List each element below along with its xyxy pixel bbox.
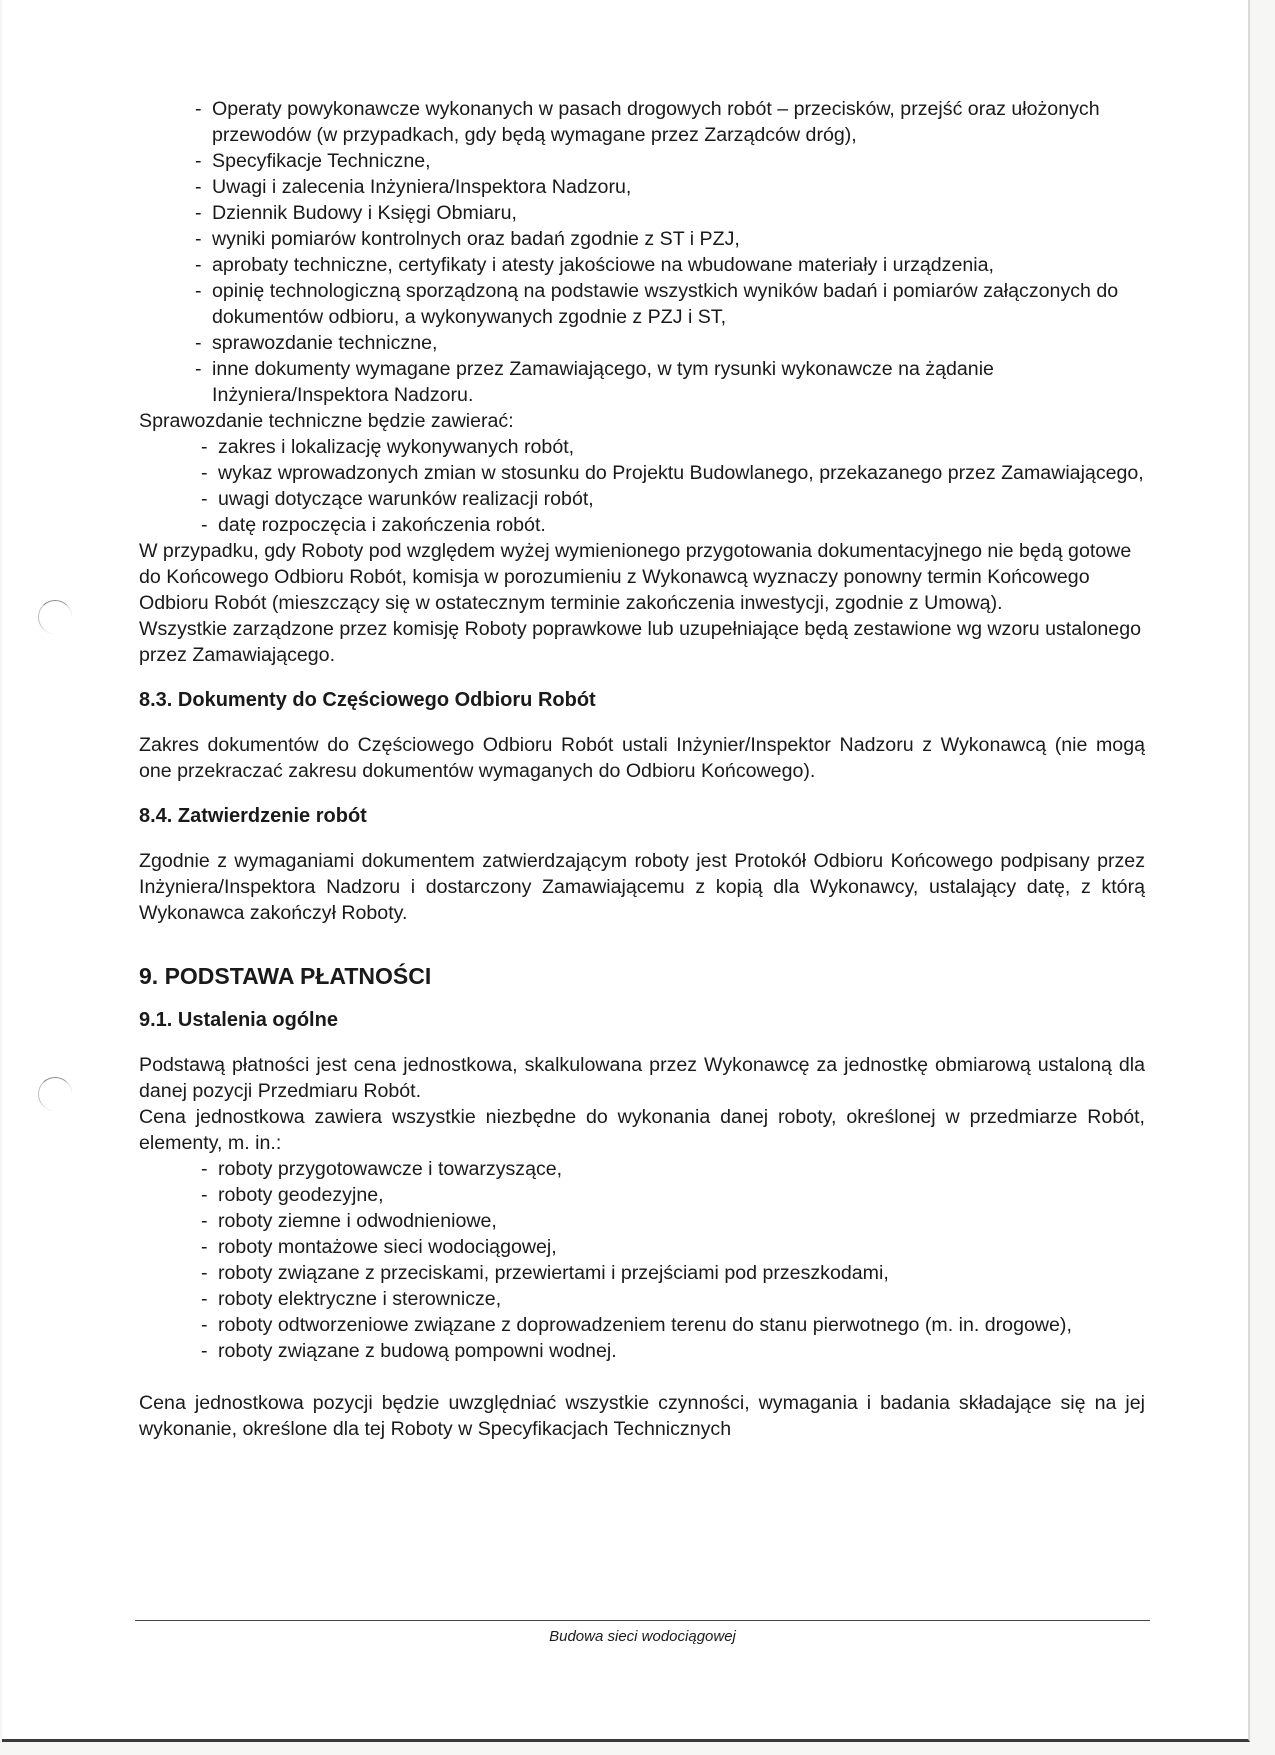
document-page	[2, 0, 1250, 1742]
punch-hole-mark	[38, 600, 72, 634]
list-item: - roboty związane z budową pompowni wodnej.	[201, 1338, 1145, 1364]
paragraph-8-3: Zakres dokumentów do Częściowego Odbioru Robót ustali Inżynier/Inspektor Nadzoru z Wykonawcą (nie mogą one przekraczać zakresu dokumentów wymaganych do Odbioru Końcowego).	[139, 734, 1145, 782]
report-intro: Sprawozdanie techniczne będzie zawierać:	[139, 410, 514, 432]
paragraph-9-1a: Podstawą płatności jest cena jednostkowa, skalkulowana przez Wykonawcę za jednostkę obmiarową ustaloną dla danej pozycji Przedmiaru Robót.	[139, 1054, 1145, 1102]
list-item: - roboty elektryczne i sterownicze,	[201, 1286, 1145, 1312]
list-item: - roboty montażowe sieci wodociągowej,	[201, 1234, 1145, 1260]
list-item: - Dziennik Budowy i Księgi Obmiaru,	[195, 200, 1145, 226]
paragraph-9-1b: Cena jednostkowa zawiera wszystkie niezbędne do wykonania danej roboty, określonej w przedmiarze Robót, elementy, m. in.:	[139, 1106, 1145, 1154]
footer-rule	[135, 1620, 1150, 1621]
heading-8-4: 8.4. Zatwierdzenie robót	[139, 805, 367, 827]
punch-hole-mark	[38, 1077, 72, 1111]
heading-9: 9. PODSTAWA PŁATNOŚCI	[139, 963, 432, 989]
list-item: - datę rozpoczęcia i zakończenia robót.	[201, 512, 1145, 538]
list-item: - roboty związane z przeciskami, przewiertami i przejściami pod przeszkodami,	[201, 1260, 1145, 1286]
paragraph-price: Cena jednostkowa pozycji będzie uwzględniać wszystkie czynności, wymagania i badania składające się na jej wykonanie, określone dla tej Roboty w Specyfikacjach Technicznych	[139, 1392, 1145, 1440]
list-item: - wykaz wprowadzonych zmian w stosunku do Projektu Budowlanego, przekazanego przez Zamawiającego,	[201, 460, 1145, 486]
list-item: - uwagi dotyczące warunków realizacji robót,	[201, 486, 1145, 512]
list-item: - Specyfikacje Techniczne,	[195, 148, 1145, 174]
list-item: - aprobaty techniczne, certyfikaty i atesty jakościowe na wbudowane materiały i urządzenia,	[195, 252, 1145, 278]
list-item: - wyniki pomiarów kontrolnych oraz badań zgodnie z ST i PZJ,	[195, 226, 1145, 252]
list-item: - roboty geodezyjne,	[201, 1182, 1145, 1208]
cost-items-list	[201, 1156, 1145, 1364]
paragraph-case: W przypadku, gdy Roboty pod względem wyżej wymienionego przygotowania dokumentacyjnego nie będą gotowe do Końcowego Odbioru Robót, komisja w porozumieniu z Wykonawcą wyznaczy ponowny termin Końcowego Odbioru Robót (mieszczący się w ostatecznym terminie zakończenia inwestycji, zgodnie z Umową).	[139, 540, 1132, 614]
list-item: - Operaty powykonawcze wykonanych w pasach drogowych robót – przecisków, przejść oraz ułożonych przewodów (w przypadkach, gdy będą wymagane przez Zarządców dróg),	[195, 96, 1145, 148]
paragraph-8-4: Zgodnie z wymaganiami dokumentem zatwierdzającym roboty jest Protokół Odbioru Końcowego podpisany przez Inżyniera/Inspektora Nadzoru i dostarczony Zamawiającemu z kopią dla Wykonawcy, ustalający datę, z którą Wykonawca zakończył Roboty.	[139, 850, 1145, 924]
list-item: - roboty ziemne i odwodnieniowe,	[201, 1208, 1145, 1234]
list-item: - zakres i lokalizację wykonywanych robót,	[201, 434, 1145, 460]
list-item: - opinię technologiczną sporządzoną na podstawie wszystkich wyników badań i pomiarów załączonych do dokumentów odbioru, a wykonywanych zgodnie z PZJ i ST,	[195, 278, 1145, 330]
page-content	[139, 96, 1145, 1442]
heading-9-1: 9.1. Ustalenia ogólne	[139, 1009, 338, 1031]
page-footer: Budowa sieci wodociągowej	[549, 1628, 736, 1645]
list-item: - Uwagi i zalecenia Inżyniera/Inspektora Nadzoru,	[195, 174, 1145, 200]
report-list	[201, 434, 1145, 538]
list-item: - roboty przygotowawcze i towarzyszące,	[201, 1156, 1145, 1182]
document-list	[195, 96, 1145, 408]
heading-8-3: 8.3. Dokumenty do Częściowego Odbioru Robót	[139, 689, 596, 711]
list-item: - roboty odtworzeniowe związane z doprowadzeniem terenu do stanu pierwotnego (m. in. drogowe),	[201, 1312, 1145, 1338]
paragraph-all: Wszystkie zarządzone przez komisję Roboty poprawkowe lub uzupełniające będą zestawione wg wzoru ustalonego przez Zamawiającego.	[139, 618, 1141, 666]
list-item: - inne dokumenty wymagane przez Zamawiającego, w tym rysunki wykonawcze na żądanie Inżyniera/Inspektora Nadzoru.	[195, 356, 1145, 408]
list-item: - sprawozdanie techniczne,	[195, 330, 1145, 356]
